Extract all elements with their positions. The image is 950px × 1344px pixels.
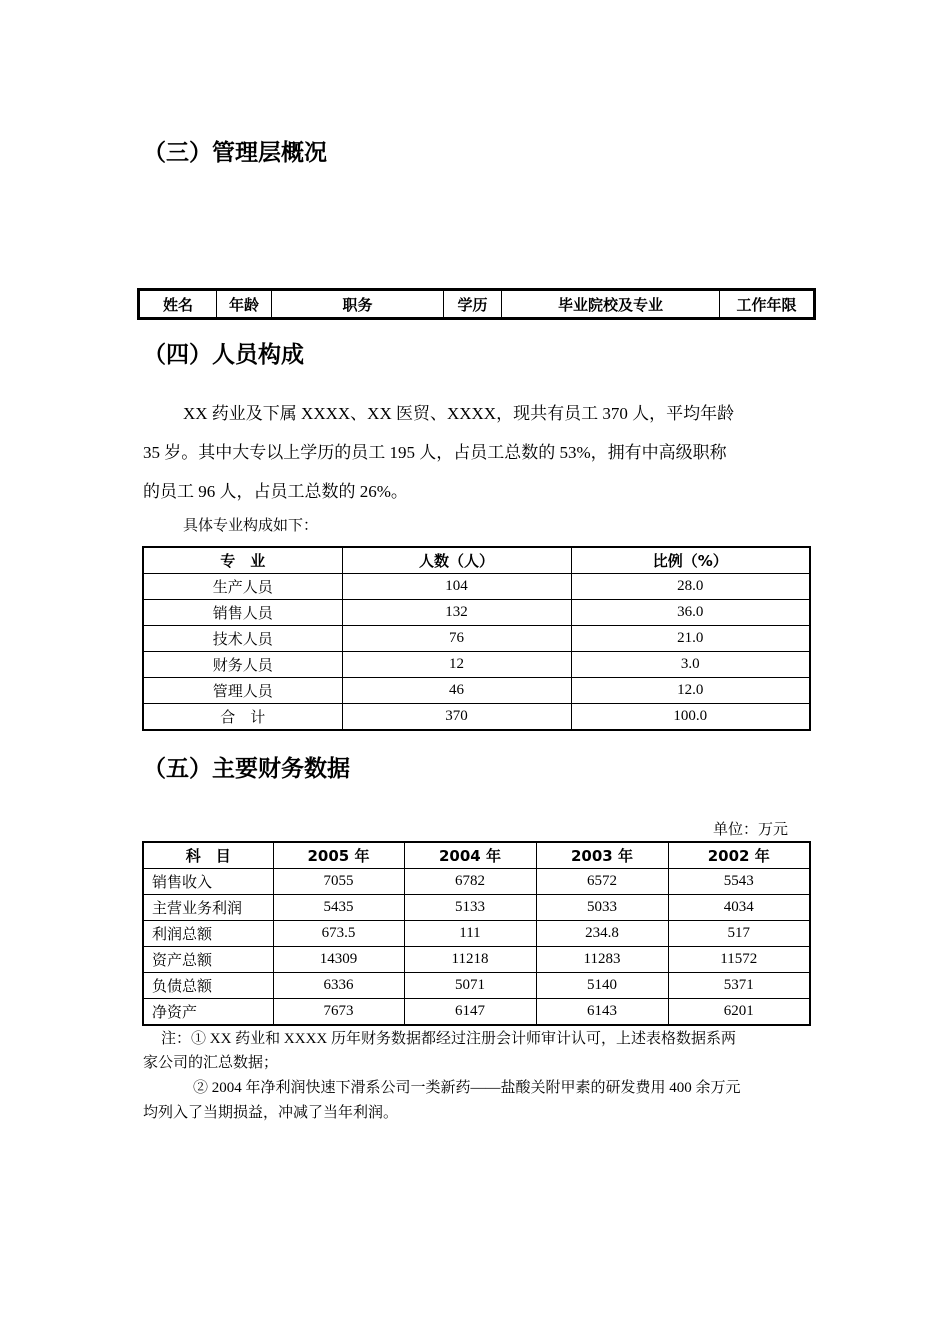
cell-2005: 673.5 [273, 921, 404, 947]
table-row [143, 574, 810, 600]
cell-item: 负债总额 [143, 973, 273, 999]
cell-ratio: 36.0 [571, 600, 810, 626]
table-row [143, 921, 810, 947]
section5-title: （五）主要财务数据 [143, 756, 350, 782]
cell-2005: 14309 [273, 947, 404, 973]
cell-2004: 5133 [404, 895, 536, 921]
table-header-row [139, 290, 815, 319]
table-row [143, 973, 810, 999]
cell-2002: 5371 [668, 973, 810, 999]
cell-2005: 7673 [273, 999, 404, 1026]
header-ratio: 比例（%） [571, 547, 810, 574]
cell-ratio: 100.0 [571, 704, 810, 731]
unit-label: 单位：万元 [713, 822, 789, 838]
table-row-total [143, 704, 810, 731]
header-count: 人数（人） [342, 547, 571, 574]
header-2004: 2004 年 [404, 842, 536, 869]
cell-count: 46 [342, 678, 571, 704]
cell-count: 370 [342, 704, 571, 731]
header-age: 年龄 [217, 290, 272, 319]
paragraph-line-2: 35 岁。其中大专以上学历的员工 195 人，占员工总数的 53%，拥有中高级职称 [143, 443, 727, 462]
header-education: 学历 [444, 290, 502, 319]
section3-title: （三）管理层概况 [143, 140, 327, 166]
note-2-line-1: ② 2004 年净利润快速下滑系公司一类新药——盐酸关附甲素的研发费用 400 余万元 [193, 1080, 741, 1096]
cell-2003: 5140 [536, 973, 668, 999]
cell-2003: 6572 [536, 869, 668, 895]
staff-subtitle: 具体专业构成如下： [183, 518, 319, 534]
table-row [143, 652, 810, 678]
header-school-major: 毕业院校及专业 [502, 290, 720, 319]
cell-count: 104 [342, 574, 571, 600]
header-name: 姓名 [139, 290, 217, 319]
cell-2002: 4034 [668, 895, 810, 921]
note-1-line-1: 注：① XX 药业和 XXXX 历年财务数据都经过注册会计师审计认可，上述表格数据系两 [161, 1031, 736, 1047]
cell-ratio: 28.0 [571, 574, 810, 600]
cell-2003: 5033 [536, 895, 668, 921]
cell-count: 12 [342, 652, 571, 678]
cell-specialty: 管理人员 [143, 678, 342, 704]
cell-2002: 11572 [668, 947, 810, 973]
financial-table [142, 841, 811, 1026]
table-row [143, 869, 810, 895]
cell-2004: 6782 [404, 869, 536, 895]
header-position: 职务 [272, 290, 444, 319]
header-2002: 2002 年 [668, 842, 810, 869]
header-years: 工作年限 [720, 290, 815, 319]
table-row [143, 600, 810, 626]
cell-specialty: 合 计 [143, 704, 342, 731]
header-specialty: 专 业 [143, 547, 342, 574]
cell-specialty: 财务人员 [143, 652, 342, 678]
table-row [143, 999, 810, 1026]
cell-2002: 6201 [668, 999, 810, 1026]
cell-2005: 5435 [273, 895, 404, 921]
cell-2002: 5543 [668, 869, 810, 895]
note-1-line-2: 家公司的汇总数据； [143, 1055, 279, 1071]
cell-ratio: 3.0 [571, 652, 810, 678]
cell-ratio: 12.0 [571, 678, 810, 704]
cell-2002: 517 [668, 921, 810, 947]
management-table [137, 288, 816, 320]
cell-2004: 111 [404, 921, 536, 947]
table-header-row [143, 842, 810, 869]
table-row [143, 678, 810, 704]
header-2005: 2005 年 [273, 842, 404, 869]
cell-2005: 6336 [273, 973, 404, 999]
cell-2005: 7055 [273, 869, 404, 895]
paragraph-line-3: 的员工 96 人，占员工总数的 26%。 [143, 482, 408, 501]
cell-2004: 5071 [404, 973, 536, 999]
header-item: 科 目 [143, 842, 273, 869]
cell-count: 76 [342, 626, 571, 652]
cell-2004: 6147 [404, 999, 536, 1026]
table-header-row [143, 547, 810, 574]
cell-2004: 11218 [404, 947, 536, 973]
cell-item: 销售收入 [143, 869, 273, 895]
cell-item: 资产总额 [143, 947, 273, 973]
cell-item: 主营业务利润 [143, 895, 273, 921]
cell-item: 利润总额 [143, 921, 273, 947]
table-row [143, 626, 810, 652]
cell-specialty: 技术人员 [143, 626, 342, 652]
table-row [143, 895, 810, 921]
paragraph-line-1: XX 药业及下属 XXXX、XX 医贸、XXXX，现共有员工 370 人，平均年龄 [183, 404, 735, 423]
header-2003: 2003 年 [536, 842, 668, 869]
staff-table [142, 546, 811, 731]
cell-ratio: 21.0 [571, 626, 810, 652]
cell-2003: 6143 [536, 999, 668, 1026]
note-2-line-2: 均列入了当期损益，冲减了当年利润。 [143, 1105, 399, 1121]
cell-specialty: 销售人员 [143, 600, 342, 626]
cell-specialty: 生产人员 [143, 574, 342, 600]
table-row [143, 947, 810, 973]
cell-2003: 11283 [536, 947, 668, 973]
cell-2003: 234.8 [536, 921, 668, 947]
section4-title: （四）人员构成 [143, 342, 304, 368]
cell-item: 净资产 [143, 999, 273, 1026]
cell-count: 132 [342, 600, 571, 626]
